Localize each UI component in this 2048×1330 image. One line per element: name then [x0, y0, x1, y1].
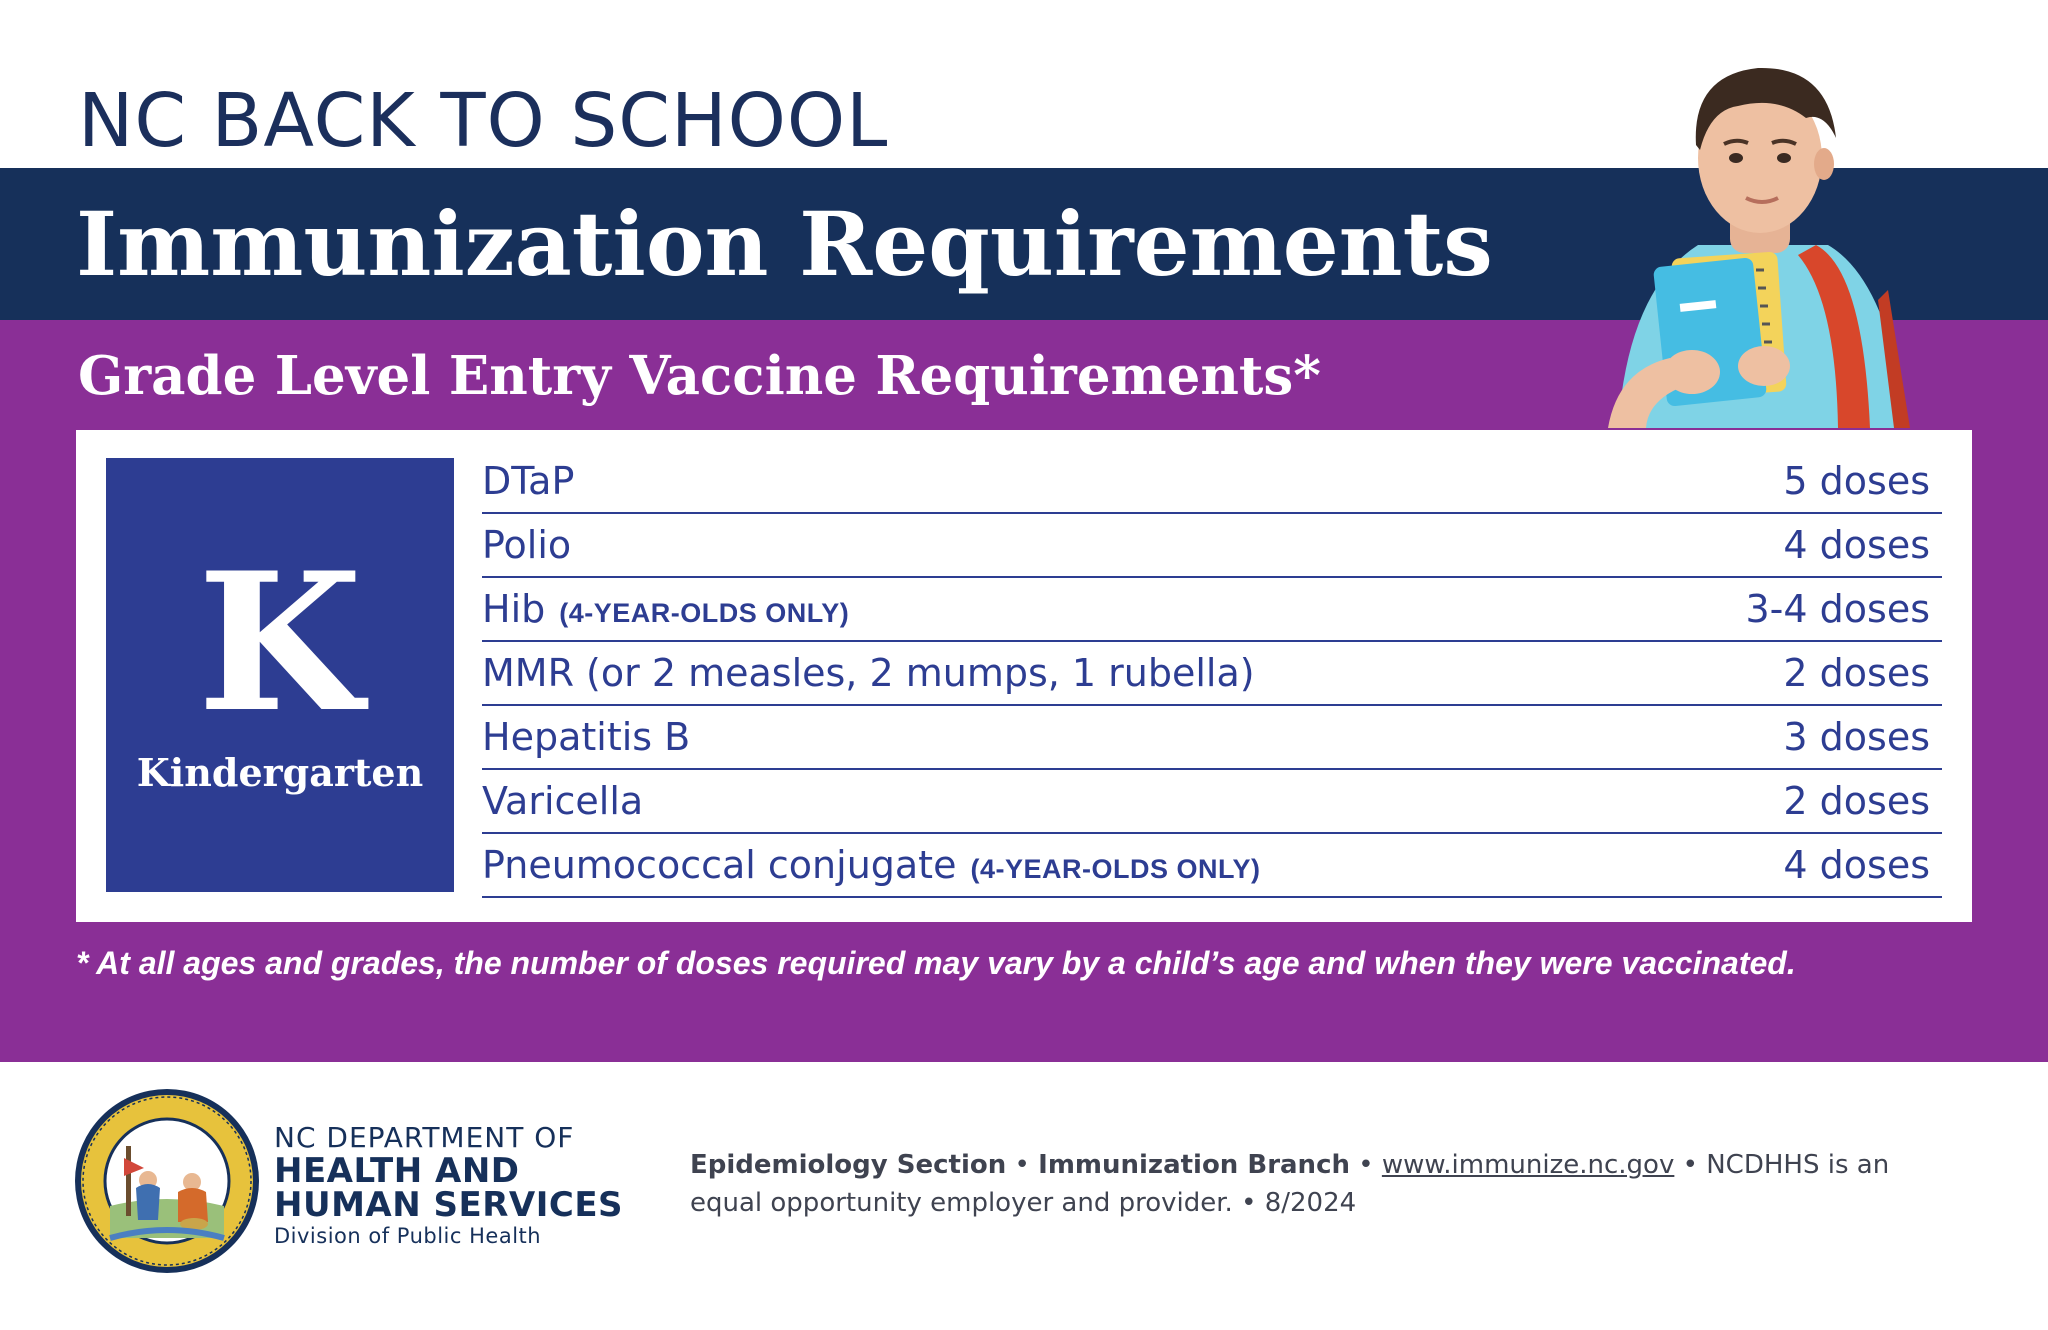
grade-badge	[106, 458, 454, 892]
vaccine-doses: 4 doses	[1783, 843, 1930, 887]
vaccine-age-note: (4-YEAR-OLDS ONLY)	[559, 598, 850, 628]
vaccine-name: DTaP	[482, 459, 575, 503]
requirements-card	[76, 430, 1972, 922]
vaccine-row-varicella	[482, 770, 1942, 834]
page-title: Immunization Requirements	[76, 192, 1493, 296]
vaccine-name: Varicella	[482, 779, 644, 823]
dept-line: NC DEPARTMENT OF	[274, 1121, 575, 1154]
vaccine-doses: 2 doses	[1783, 779, 1930, 823]
vaccine-doses: 3 doses	[1783, 715, 1930, 759]
bullet: •	[1241, 1188, 1257, 1218]
eeo-statement-cont: equal opportunity employer and provider.	[690, 1188, 1233, 1218]
branch-name: Immunization Branch	[1038, 1150, 1350, 1180]
bullet: •	[1682, 1150, 1698, 1180]
vaccine-row-pneumococcal	[482, 834, 1942, 898]
vaccine-name: MMR (or 2 measles, 2 mumps, 1 rubella)	[482, 651, 1255, 695]
vaccine-name: Polio	[482, 523, 572, 567]
vaccine-doses: 3-4 doses	[1745, 587, 1930, 631]
vaccine-row-hib	[482, 578, 1942, 642]
website-link[interactable]: www.immunize.nc.gov	[1381, 1150, 1675, 1180]
vaccine-row-polio	[482, 514, 1942, 578]
vaccine-name: Hib	[482, 587, 546, 631]
nc-seal-logo	[74, 1088, 260, 1274]
vaccine-row-mmr	[482, 642, 1942, 706]
vaccine-doses: 5 doses	[1783, 459, 1930, 503]
section-name: Epidemiology Section	[690, 1150, 1007, 1180]
vaccine-row-dtap	[482, 450, 1942, 514]
dept-name-line: HEALTH AND	[274, 1151, 520, 1191]
dept-name-line: HUMAN SERVICES	[274, 1185, 624, 1225]
division-name: Division of Public Health	[274, 1224, 542, 1248]
vaccine-age-note: (4-YEAR-OLDS ONLY)	[970, 854, 1261, 884]
subtitle: Grade Level Entry Vaccine Requirements*	[78, 345, 1321, 407]
student-photo	[1588, 40, 1938, 428]
bullet: •	[1358, 1150, 1374, 1180]
footnote: * At all ages and grades, the number of doses required may vary by a child’s age and when they were vaccinated.	[76, 945, 1796, 981]
vaccine-doses: 4 doses	[1783, 523, 1930, 567]
vaccine-doses: 2 doses	[1783, 651, 1930, 695]
bullet: •	[1014, 1150, 1030, 1180]
grade-name: Kindergarten	[136, 750, 424, 795]
department-name	[274, 1122, 623, 1250]
vaccine-name: Hepatitis B	[482, 715, 691, 759]
vaccine-list	[482, 450, 1942, 898]
pre-title: NC BACK TO SCHOOL	[78, 78, 889, 164]
publication-date: 8/2024	[1264, 1188, 1357, 1218]
grade-letter: K	[197, 531, 363, 754]
eeo-statement: NCDHHS is an	[1706, 1150, 1890, 1180]
vaccine-row-hepatitis-b	[482, 706, 1942, 770]
vaccine-name: Pneumococcal conjugate	[482, 843, 957, 887]
footer-info	[690, 1146, 1980, 1222]
